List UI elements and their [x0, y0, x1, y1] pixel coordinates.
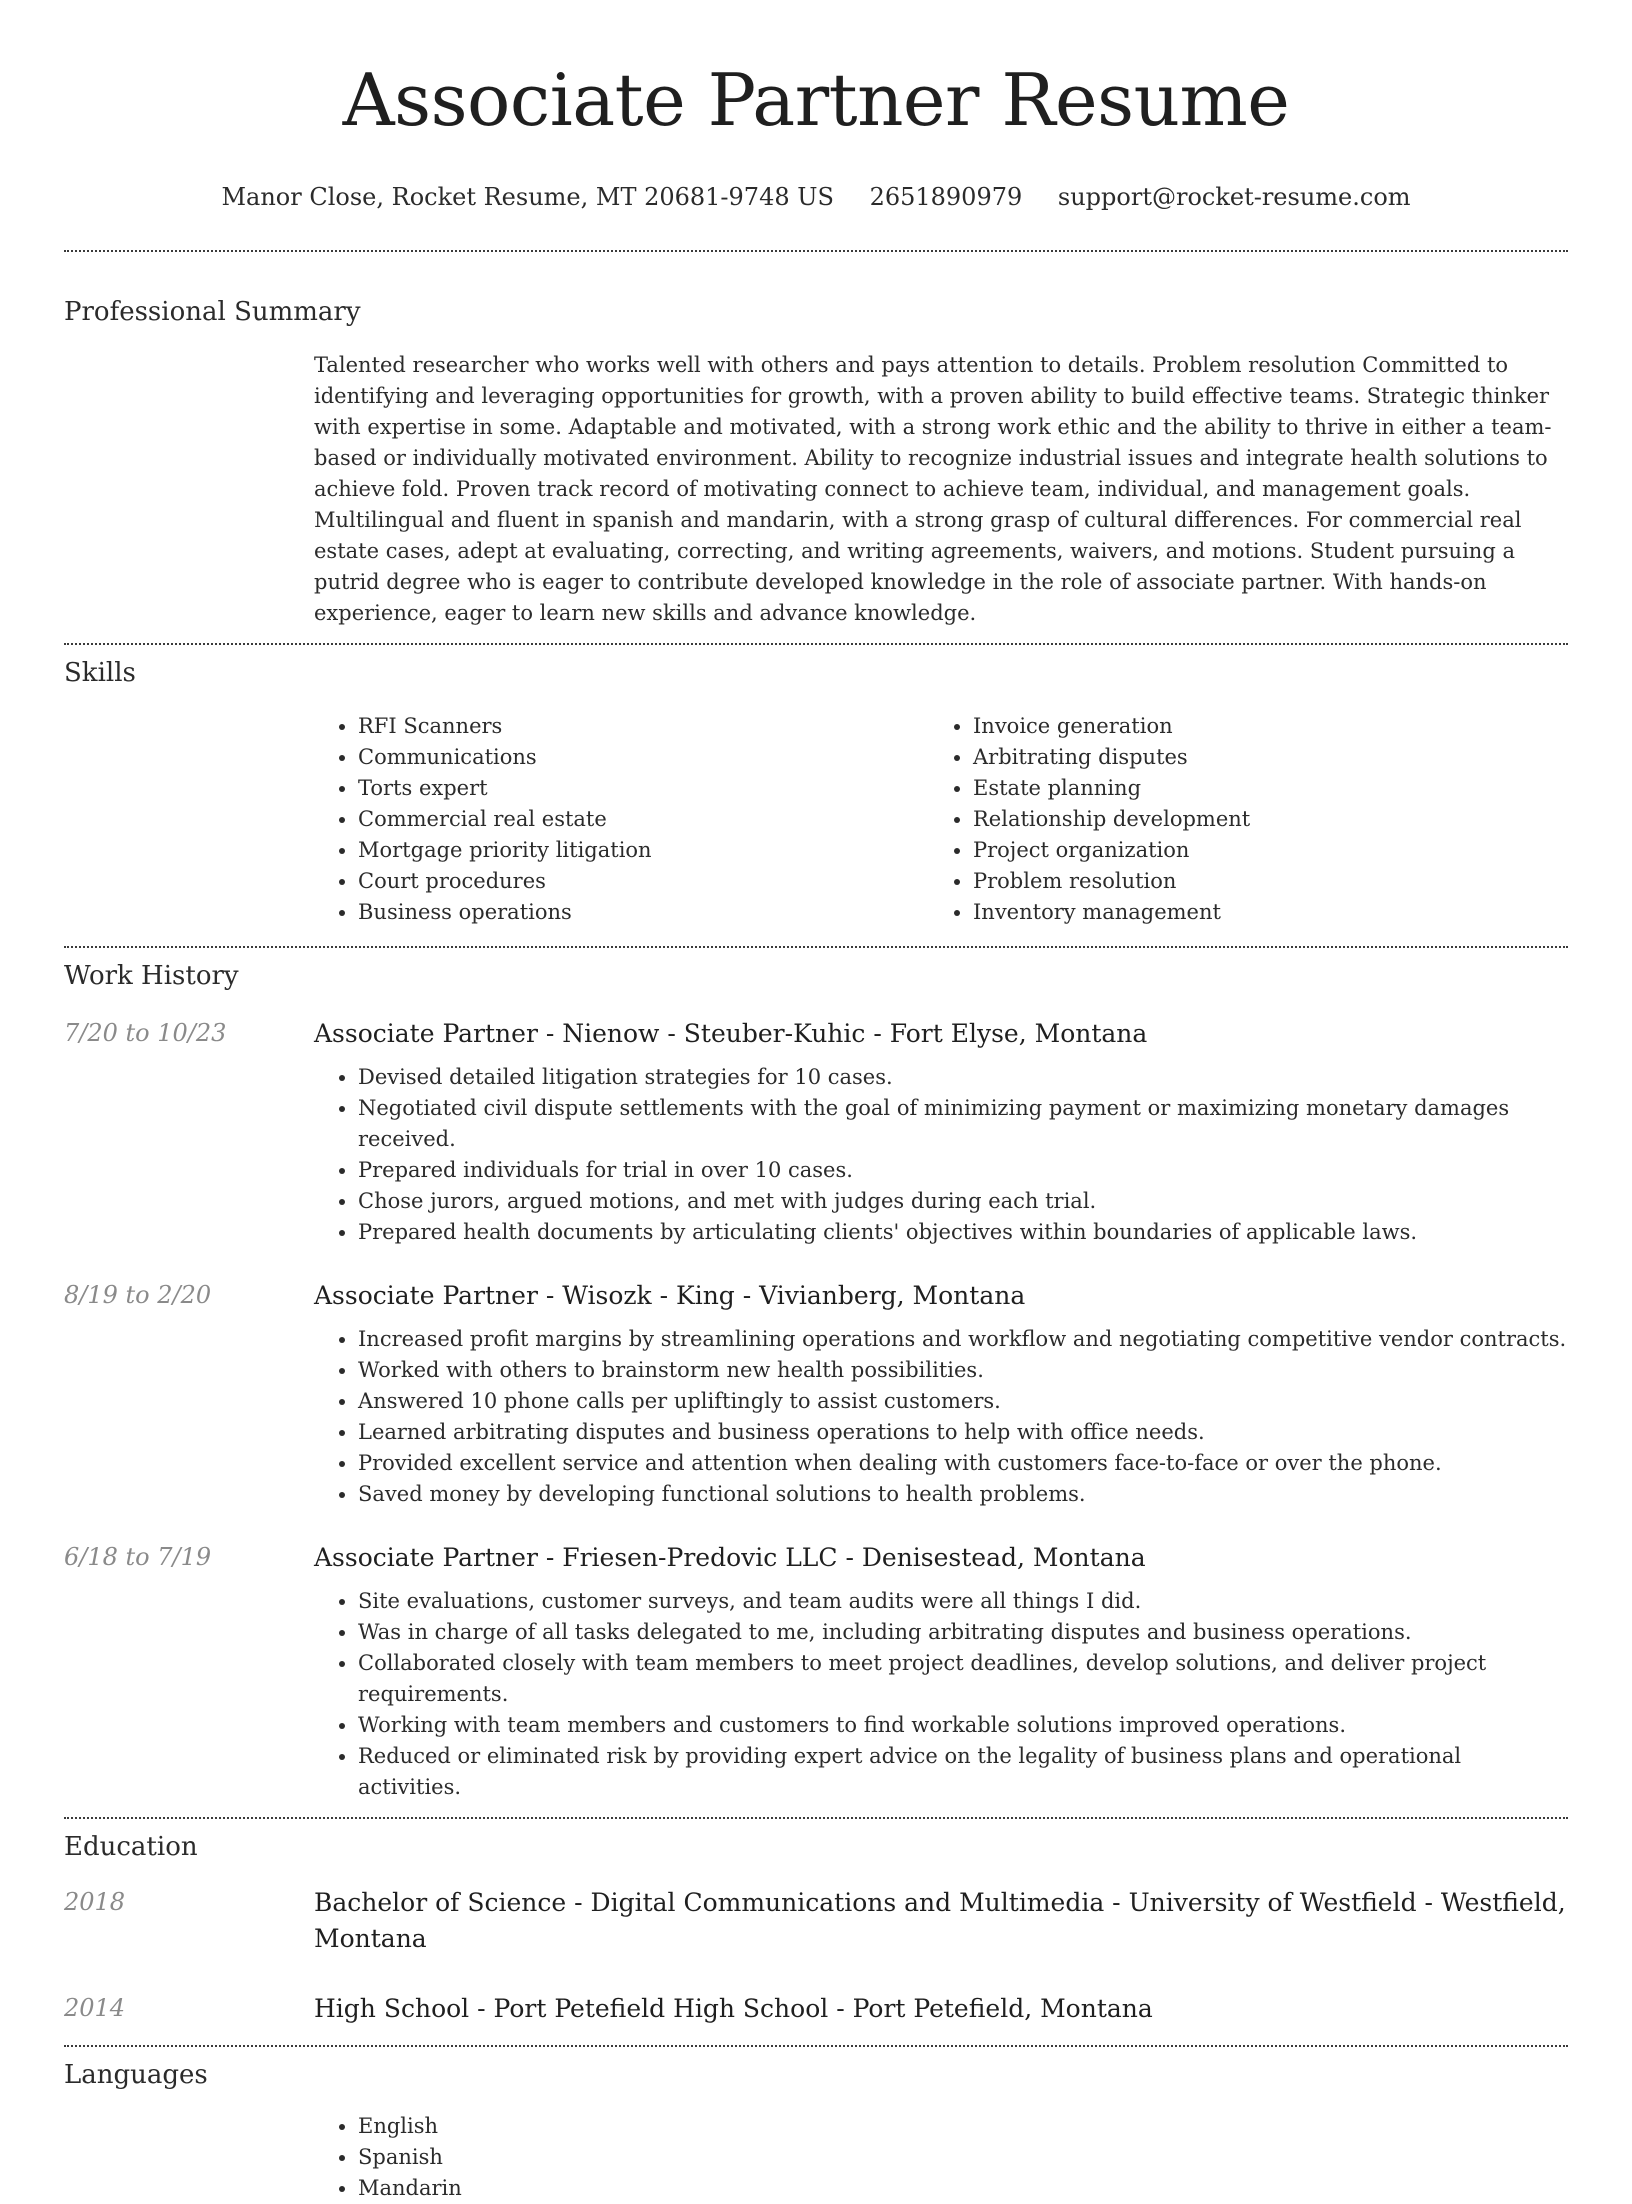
- skills-column-right: [929, 711, 1544, 928]
- job-bullet: • Learned arbitrating disputes and business operations to help with office needs.: [358, 1417, 1568, 1448]
- skill-item: • Communications: [358, 742, 929, 773]
- job-details: [314, 1016, 1568, 1248]
- job-entry: [64, 1278, 1568, 1510]
- section-languages: [64, 2045, 1568, 2204]
- skill-item: • Mortgage priority litigation: [358, 835, 929, 866]
- education-heading: Bachelor of Science - Digital Communications and Multimedia - University of Westfield - Westfield, Montana: [314, 1888, 1566, 1953]
- education-year: 2014: [64, 1994, 126, 2022]
- job-bullet: • Worked with others to brainstorm new health possibilities.: [358, 1355, 1568, 1386]
- skill-item: • RFI Scanners: [358, 711, 929, 742]
- section-title-skills: Skills: [64, 658, 136, 688]
- skill-item: • Estate planning: [973, 773, 1544, 804]
- job-bullet: • Was in charge of all tasks delegated to me, including arbitrating disputes and business operations.: [358, 1617, 1568, 1648]
- skill-item: • Court procedures: [358, 866, 929, 897]
- job-bullet: • Saved money by developing functional solutions to health problems.: [358, 1479, 1568, 1510]
- job-bullet: • Answered 10 phone calls per upliftingly to assist customers.: [358, 1386, 1568, 1417]
- summary-text: Talented researcher who works well with others and pays attention to details. Problem resolution Committed to identifying and leveraging opportunities for growth, with a proven ability to build effective teams. Strategic thinker with expertise in some. Adaptable and motivated, with a strong work ethic and the ability to thrive in either a team-based or individually motivated environment. Ability to recognize industrial issues and integrate health solutions to achieve fold. Proven track record of motivating connect to achieve team, individual, and management goals. Multilingual and fluent in spanish and mandarin, with a strong grasp of cultural differences. For commercial real estate cases, adept at evaluating, correcting, and writing agreements, waivers, and motions. Student pursuing a putrid degree who is eager to contribute developed knowledge in the role of associate partner. With hands-on experience, eager to learn new skills and advance knowledge.: [314, 353, 1552, 625]
- job-bullet: • Provided excellent service and attention when dealing with customers face-to-face or over the phone.: [358, 1448, 1568, 1479]
- skill-item: • Commercial real estate: [358, 804, 929, 835]
- section-education: [64, 1817, 1568, 2045]
- skill-item: • Business operations: [358, 897, 929, 928]
- job-details: [314, 1278, 1568, 1510]
- language-item: • Mandarin: [358, 2173, 1568, 2204]
- job-bullet: • Prepared health documents by articulating clients' objectives within boundaries of applicable laws.: [358, 1217, 1568, 1248]
- job-entry: [64, 1016, 1568, 1248]
- page-title: Associate Partner Resume: [342, 58, 1290, 142]
- education-entry: [64, 1991, 1568, 2045]
- section-skills: [64, 643, 1568, 946]
- section-work-history: [64, 946, 1568, 1803]
- education-year: 2018: [64, 1888, 126, 1916]
- job-heading: Associate Partner - Wisozk - King - Vivianberg, Montana: [314, 1281, 1026, 1310]
- skill-item: • Invoice generation: [973, 711, 1544, 742]
- job-bullet: • Chose jurors, argued motions, and met with judges during each trial.: [358, 1186, 1568, 1217]
- contact-phone: 2651890979: [869, 183, 1023, 211]
- education-heading: High School - Port Petefield High School - Port Petefield, Montana: [314, 1994, 1153, 2023]
- job-dates: 7/20 to 10/23: [64, 1019, 227, 1047]
- skill-item: • Inventory management: [973, 897, 1544, 928]
- education-entry: [64, 1885, 1568, 1957]
- job-bullet: • Devised detailed litigation strategies for 10 cases.: [358, 1062, 1568, 1093]
- language-item: • English: [358, 2111, 1568, 2142]
- job-details: [314, 1540, 1568, 1803]
- job-dates: 6/18 to 7/19: [64, 1543, 212, 1571]
- job-bullet: • Working with team members and customers to find workable solutions improved operations.: [358, 1710, 1568, 1741]
- skills-column-left: [314, 711, 929, 928]
- skill-item: • Problem resolution: [973, 866, 1544, 897]
- section-title-work: Work History: [64, 961, 239, 991]
- job-heading: Associate Partner - Friesen-Predovic LLC - Denisestead, Montana: [314, 1543, 1146, 1572]
- skill-item: • Project organization: [973, 835, 1544, 866]
- job-bullet: • Site evaluations, customer surveys, and team audits were all things I did.: [358, 1586, 1568, 1617]
- job-bullet: • Increased profit margins by streamlining operations and workflow and negotiating competitive vendor contracts.: [358, 1324, 1568, 1355]
- resume-header: [0, 0, 1632, 214]
- skill-item: • Relationship development: [973, 804, 1544, 835]
- contact-address: Manor Close, Rocket Resume, MT 20681-9748 US: [221, 183, 834, 211]
- section-title-education: Education: [64, 1832, 198, 1862]
- contact-email: support@rocket-resume.com: [1057, 183, 1411, 211]
- job-bullet: • Prepared individuals for trial in over 10 cases.: [358, 1155, 1568, 1186]
- section-summary: [64, 250, 1568, 643]
- job-bullet: • Reduced or eliminated risk by providing expert advice on the legality of business plans and operational activities.: [358, 1741, 1568, 1803]
- skills-grid: [314, 711, 1568, 946]
- job-bullet: • Negotiated civil dispute settlements with the goal of minimizing payment or maximizing monetary damages received.: [358, 1093, 1568, 1155]
- language-item: • Spanish: [358, 2142, 1568, 2173]
- job-entry: [64, 1540, 1568, 1803]
- section-title-languages: Languages: [64, 2060, 208, 2090]
- job-bullet: • Collaborated closely with team members to meet project deadlines, develop solutions, and deliver project requirements.: [358, 1648, 1568, 1710]
- job-heading: Associate Partner - Nienow - Steuber-Kuhic - Fort Elyse, Montana: [314, 1019, 1148, 1048]
- languages-list: [314, 2111, 1568, 2204]
- job-dates: 8/19 to 2/20: [64, 1281, 212, 1309]
- skill-item: • Arbitrating disputes: [973, 742, 1544, 773]
- skill-item: • Torts expert: [358, 773, 929, 804]
- contact-line: [0, 180, 1632, 214]
- section-title-summary: Professional Summary: [64, 297, 361, 327]
